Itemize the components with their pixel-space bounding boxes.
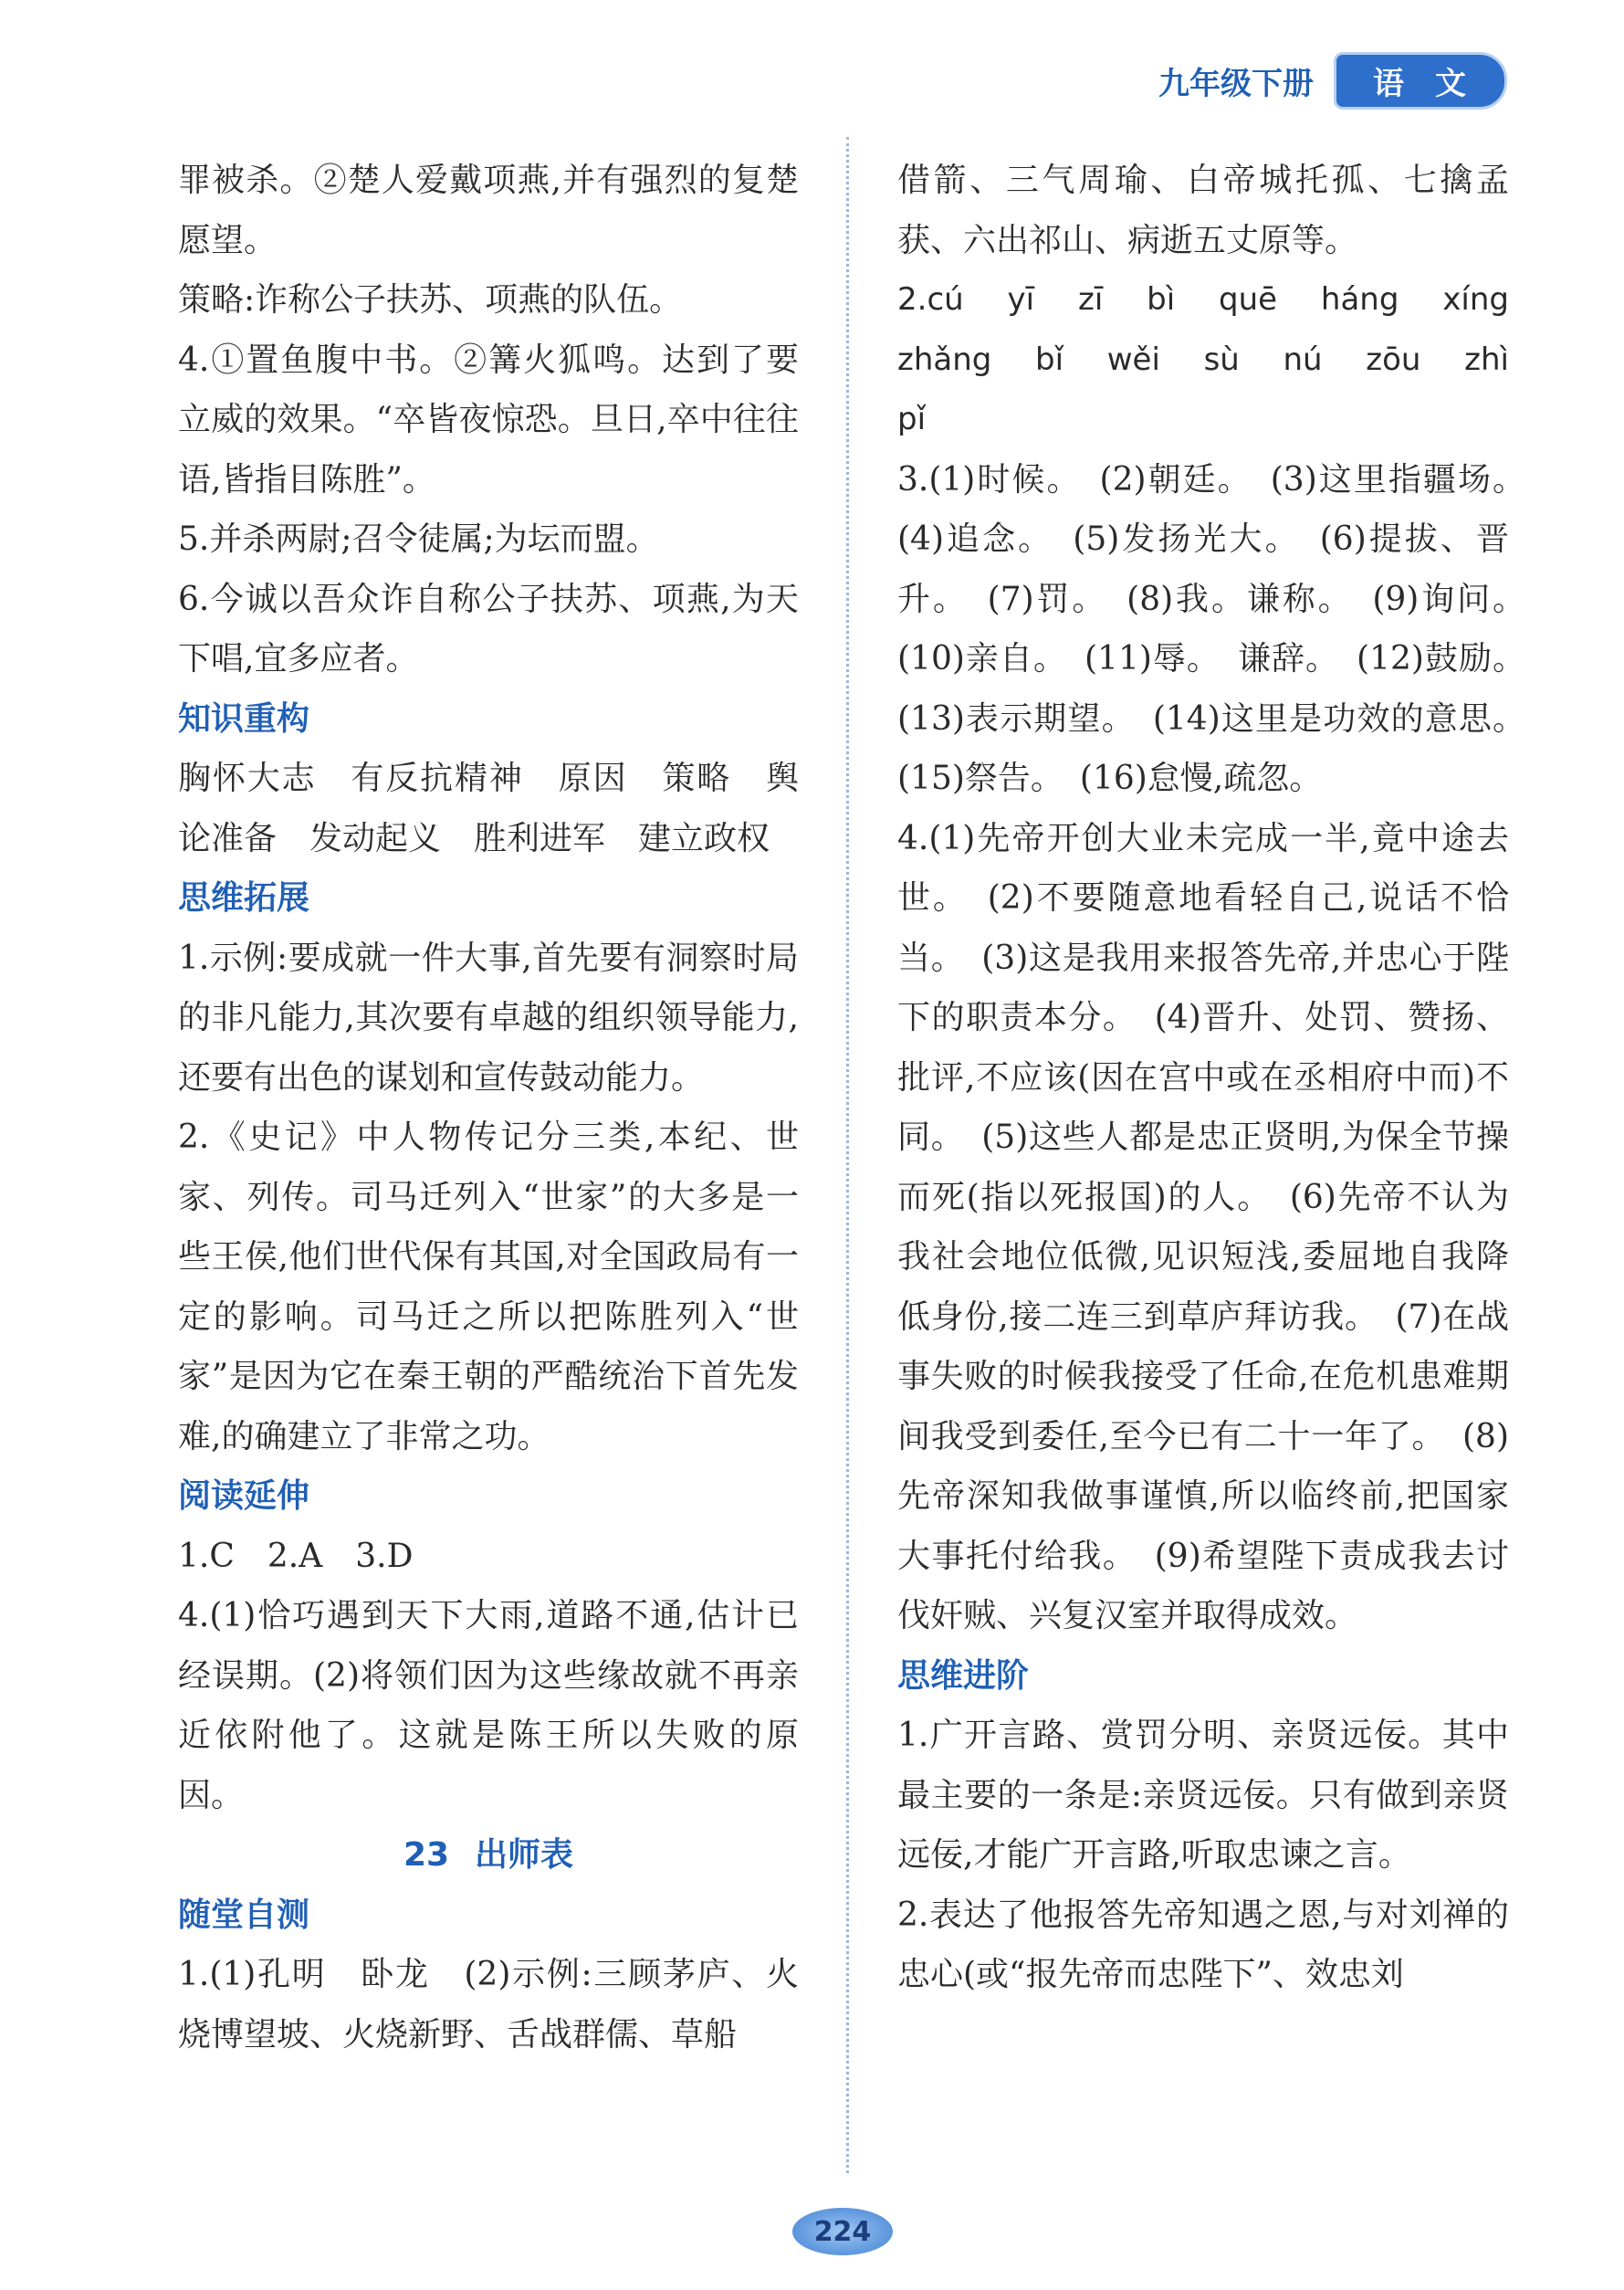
page-header	[1158, 55, 1507, 106]
answer-paragraph: 5.并杀两尉;召令徒属;为坛而盟。	[178, 520, 659, 558]
subject-badge: 语文	[1334, 52, 1507, 110]
answer-paragraph: 1.C 2.A 3.D	[178, 1537, 414, 1575]
section-heading: 阅读延伸	[178, 1477, 310, 1515]
section-heading: 思维进阶	[897, 1656, 1030, 1695]
answer-paragraph: 4.①置鱼腹中书。②篝火狐鸣。达到了要立威的效果。“卒皆夜惊恐。旦日,卒中往往语,皆指目陈胜”。	[178, 341, 799, 499]
answer-paragraph: 1.广开言路、赏罚分明、亲贤远佞。其中最主要的一条是:亲贤远佞。只有做到亲贤远佞,才能广开言路,听取忠谏之言。	[897, 1717, 1509, 1874]
answer-paragraph: 1.示例:要成就一件大事,首先要有洞察时局的非凡能力,其次要有卓越的组织领导能力,还要有出色的谋划和宣传鼓动能力。	[178, 939, 799, 1097]
page-number: 224	[792, 2208, 893, 2255]
answer-paragraph: 6.今诚以吾众诈自称公子扶苏、项燕,为天下唱,宜多应者。	[178, 580, 799, 678]
answer-paragraph: 3.(1)时候。 (2)朝廷。 (3)这里指疆场。 (4)追念。 (5)发扬光大。 (6)提拔、晋升。 (7)罚。 (8)我。谦称。 (9)询问。 (10)亲自。 (11)辱。 谦辞。 (12)鼓励。 (13)表示期望。 (14)这里是功效的意思。 (15)祭告。 (16)怠慢,疏忽。	[897, 460, 1543, 797]
answer-paragraph: 2.表达了他报答先帝知遇之恩,与对刘禅的忠心(或“报先帝而忠陛下”、效忠刘	[897, 1896, 1509, 1993]
grade-label: 九年级下册	[1158, 65, 1314, 102]
right-column	[897, 151, 1543, 2005]
lesson-number: 23	[403, 1836, 450, 1874]
answer-paragraph: 罪被杀。②楚人爱戴项燕,并有强烈的复楚愿望。	[178, 162, 799, 259]
lesson-name: 出师表	[475, 1836, 574, 1874]
answer-paragraph: 1.(1)孔明 卧龙 (2)示例:三顾茅庐、火烧博望坡、火烧新野、舌战群儒、草船	[178, 1956, 799, 2054]
answer-paragraph: 2.《史记》中人物传记分三类,本纪、世家、列传。司马迁列入“世家”的大多是一些王侯,他们世代保有其国,对全国政局有一定的影响。司马迁之所以把陈胜列入“世家”是因为它在秦王朝的严酷统治下首先发难,的确建立了非常之功。	[178, 1119, 799, 1455]
left-column	[178, 151, 799, 2064]
answer-paragraph: 借箭、三气周瑜、白帝城托孤、七擒孟获、六出祁山、病逝五丈原等。	[897, 162, 1509, 259]
answer-paragraph: 4.(1)恰巧遇到天下大雨,道路不通,估计已经误期。(2)将领们因为这些缘故就不再亲近依附他了。这就是陈王所以失败的原因。	[178, 1597, 799, 1814]
answer-paragraph: 策略:诈称公子扶苏、项燕的队伍。	[178, 281, 683, 319]
section-heading: 思维拓展	[178, 879, 310, 917]
answer-paragraph: 4.(1)先帝开创大业未完成一半,竟中途去世。 (2)不要随意地看轻自己,说话不恰当。 (3)这是我用来报答先帝,并忠心于陛下的职责本分。 (4)晋升、处罚、赞扬、批评,不应该(因在宫中或在丞相府中而)不同。 (5)这些人都是忠正贤明,为保全节操而死(指以死报国)的人。 (6)先帝不认为我社会地位低微,见识短浅,委屈地自我降低身份,接二连三到草庐拜访我。 (7)在战事失败的时候我接受了任命,在危机患难期间我受到委任,至今已有二十一年了。 (8)先帝深知我做事谨慎,所以临终前,把国家大事托付给我。 (9)希望陛下责成我去讨伐奸贼、兴复汉室并取得成效。	[897, 819, 1509, 1634]
lesson-title	[178, 1825, 799, 1886]
section-heading: 随堂自测	[178, 1896, 310, 1934]
pinyin-answer: 2.cú yī zī bì quē háng xíng zhǎng bǐ wěi sù nú zōu zhì pǐ	[897, 281, 1509, 437]
answer-paragraph: 胸怀大志 有反抗精神 原因 策略 舆论准备 发动起义 胜利进军 建立政权	[178, 760, 799, 857]
column-divider	[846, 137, 849, 2173]
section-heading: 知识重构	[178, 699, 310, 738]
